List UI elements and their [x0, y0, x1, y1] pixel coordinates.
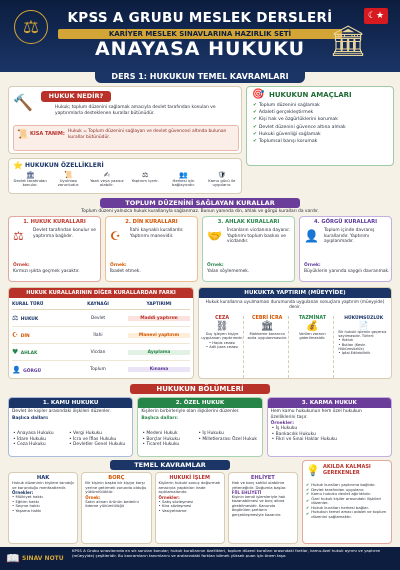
list-item: ✔ Kamu hukuku devlet ağırlıklıdır.: [306, 491, 371, 496]
table-row: ♥ AHLAK Vicdan Ayıplama: [12, 344, 190, 361]
book-icon: 📖: [6, 552, 20, 565]
duzen-intro: Toplum düzeni yalnızca hukuk kurallarıyla sağlanmaz. Bunun yanında din, ahlak ve görgü kuralları da vardır.: [81, 209, 319, 214]
list-item: ✔ Toplumsal barışı korumak: [253, 139, 318, 145]
cebri-icra-item: CEBRİ İCRA 🏛 Mahkeme kararının zorla uygulanmasıdır.: [246, 316, 289, 378]
ozellik-item: 👥 Herkesi için bağlayıcıdır.: [164, 171, 202, 195]
target-icon: 🎯: [252, 89, 265, 100]
hak-card: HAK Hukuk düzeninin kişilere tanıdığı ve korunduğu menfaatlerdir. Örnekler: • Mülkiyet hakkı • Eğitim hakkı • Seçme hakkı • Yaşama hakkı: [8, 472, 78, 544]
list-item: • Devletler Genel Hukuku: [69, 442, 126, 448]
list-item: ✔ Devlet düzenini güvence altına almak: [253, 124, 346, 130]
scroll-icon: 📜: [17, 130, 29, 140]
list-item: ✔ Hukuki güvenliği sağlamak: [253, 131, 321, 137]
check-icon: ✔: [253, 117, 257, 123]
scales-icon: ⚖: [142, 171, 149, 179]
list-item: ✔ Özel hukuk kişiler arasındaki ilişkileri düzenler.: [306, 495, 382, 505]
list-item: • Borçlar Hukuku: [142, 436, 180, 442]
kisa-tanim-text: Hukuk = Toplum düzenini sağlayan ve devlet güvencesi altında bulunan kurallar bütünüdür.: [68, 129, 227, 140]
heart-icon: ♥: [12, 348, 21, 356]
table-row: ⚖ HUKUK Devlet Maddi yaptırım: [12, 310, 190, 327]
duzen-cards: [8, 216, 392, 282]
fark-title: HUKUK KURALLARININ DİĞER KURALLARDAN FARKI: [9, 288, 193, 298]
check-icon: ✔: [306, 511, 310, 517]
scales-logo-icon: ⚖: [14, 10, 48, 44]
check-icon: ✔: [306, 497, 310, 503]
card-title: HAK: [36, 475, 50, 481]
card-title: 1. HUKUK KURALLARI: [23, 219, 86, 225]
prison-bars-icon: ⛓: [215, 321, 229, 332]
card-title: 1. KAMU HUKUKU: [9, 398, 132, 408]
table-header: KURAL TÜRÜ KAYNAĞI YAPTIRIMI: [12, 300, 190, 310]
crescent-icon: ☪: [110, 229, 121, 243]
list-item: • Satış sözleşmesi: [158, 498, 194, 504]
yaptirim-title: HUKUKTA YAPTIRIM (MÜEYYİDE): [199, 288, 391, 298]
card-title: 2. ÖZEL HUKUK: [138, 398, 261, 408]
check-icon: ✔: [253, 124, 257, 130]
card-title: 3. AHLAK KURALLARI: [217, 219, 280, 225]
hukuk-kurallari-card: 1. HUKUK KURALLARI ⚖ Devlet tarafından konulur ve yaptırıma bağlıdır. Örnek: Kırmızı ışıkta geçmek yasaktır.: [8, 216, 101, 282]
card-title: 4. GÖRGÜ KURALLARI: [313, 219, 378, 225]
yaptirim-card: [198, 287, 392, 379]
courthouse-icon: 🏛: [260, 321, 274, 332]
card-title: EHLİYET: [250, 475, 275, 481]
ozel-hukuk-card: 2. ÖZEL HUKUK Kişilerin birbirleriyle olan ilişkilerini düzenler. Başlıca dalları: • Medeni Hukuk • Borçlar Hukuku • Ticaret Hukuku • İş Hukuku • Milletlerarası Özel Hukuk: [137, 397, 262, 457]
handshake-icon: 🤝: [207, 229, 222, 243]
ceza-item: CEZA ⛓ Suç işleyen kişiye uygulanan yaptırımdır. • Hapis cezası • Adli para cezası: [201, 316, 244, 378]
footer-label: SINAV NOTU: [22, 555, 64, 562]
check-icon: ✔: [306, 491, 310, 496]
header-banner: [0, 0, 400, 72]
ahlak-kurallari-card: 3. AHLAK KURALLARI 🤝 İnsanların vicdanına dayanır. Yaptırımı toplum baskısı ve vicdandır. Örnek: Yalan söylememek.: [202, 216, 295, 282]
hukuk-nedir-card: [8, 86, 242, 154]
karma-hukuk-card: 3. KARMA HUKUK Hem kamu hukukunun hem özel hukukun özelliklerini taşır. Örnekler: • İş Hukuku • Bankacılık Hukuku • Fikri ve Sınai Haklar Hukuku: [267, 397, 392, 457]
amaclar-title: HUKUKUN AMAÇLARI: [269, 91, 352, 99]
list-item: • İş Hukuku: [198, 431, 224, 436]
hukuki-islem-card: HUKUKİ İŞLEM Kişilerin hukuki sonuç doğurmak amacıyla yaptıkları irade açıklamalarıdır. Örnekler: • Satış sözleşmesi • Kira sözleşmesi • Vasiyetname: [155, 472, 225, 544]
kavramlar-title: TEMEL KAVRAMLAR: [110, 460, 230, 470]
scales-icon: ⚖: [12, 314, 21, 322]
invalid-document-icon: 📄: [358, 321, 369, 330]
list-item: • Yaşama hakkı: [12, 507, 42, 513]
header-subtitle: KARİYER MESLEK SINAVLARINA HAZIRLIK SETİ: [58, 29, 342, 39]
document-icon: 📜: [64, 171, 73, 179]
star-badge-icon: ⭐: [13, 161, 23, 170]
courthouse-icon: 🏛: [25, 171, 35, 179]
list-item: ✔ Kişi hak ve özgürlüklerini korumak: [253, 117, 338, 123]
borc-card: BORÇ Bir kişinin başka bir kişiye karşı yerine getirmek zorunda olduğu yükümlülüktür. Örnek: Satın alınan ürünün bedelini ödeme yükümlülüğü: [81, 472, 151, 544]
money-bag-icon: 💰: [306, 321, 319, 332]
ozellik-item: 🏛 Devlet tarafından konulur.: [11, 171, 49, 195]
footer-text: KPSS A Grubu sınavlarında en sık sorulan konular; hukuk kurallarının özellikleri, toplum düzeni kuralları arasındaki farklar, kamu-özel hukuk ayrımı ve yaptırım (müeyyide) çeşitleridir. Bu kavramların tanımlarını ve aralarındaki farkları bilmek yüksek puan için önem taşır.: [72, 548, 381, 558]
check-icon: ✔: [306, 482, 310, 487]
akilda-list: [306, 483, 390, 519]
list-item: • Anayasa Hukuku: [13, 431, 54, 436]
check-icon: ✔: [253, 103, 257, 108]
list-item: ✔ Hukuk kuralları yaptırıma bağlıdır.: [306, 482, 376, 487]
list-item: • İdare Hukuku: [13, 436, 47, 442]
header-kicker: KPSS A GRUBU MESLEK DERSLERİ: [67, 10, 333, 26]
card-title: 2. DİN KURALLARI: [125, 219, 178, 225]
check-icon: ✔: [253, 110, 257, 116]
list-item: • İcra ve İflas Hukuku: [69, 436, 117, 442]
list-item: • Ticaret Hukuku: [142, 442, 180, 448]
lesson-banner: DERS 1: HUKUKUN TEMEL KAVRAMLARI: [95, 71, 305, 83]
card-title: HUKUKİ İŞLEM: [169, 475, 210, 481]
footer-note: [0, 547, 400, 570]
list-item: ✔ Hukuk kuralları herkesi bağlar.: [306, 504, 369, 510]
ozellik-item: ✍ Yazılı veya yazısız olabilir.: [88, 171, 126, 195]
check-icon: ✔: [306, 486, 310, 492]
check-icon: ✔: [253, 131, 257, 137]
ehliyet-card: EHLİYET Hak ve borç sahibi olabilme yeteneğidir. Doğumla başlar. FİİL EHLİYETİ Kişinin kendi işlemleriyle hak kazanabilmesi ve borç altına girebilmesidir. Kanunda öngörülen şartların gerçekleşmesiyle kazanılır.: [228, 472, 298, 544]
page-title: ANAYASA HUKUKU: [94, 38, 306, 60]
list-item: ✔ Hukukun temel amacı adalet ve toplum düzenini sağlamaktır.: [306, 509, 387, 519]
hukuk-ozellikleri-card: [8, 158, 242, 194]
list-item: • Vergi Hukuku: [69, 431, 102, 436]
bolumler-cards: [8, 397, 392, 457]
list-item: • Vasiyetname: [158, 507, 187, 513]
list-item: ✔ Toplum düzenini sağlamak: [253, 103, 320, 108]
turkish-flag-icon: ☾★: [364, 8, 388, 24]
table-row: ☪ DİN İlahi Manevi yaptırım: [12, 327, 190, 344]
lightbulb-icon: 💡: [306, 464, 320, 477]
ozellikler-title: HUKUKUN ÖZELLİKLERİ: [25, 162, 104, 169]
hukuk-nedir-text: Hukuk; toplum düzenini sağlamak amacıyla devlet tarafından konulan ve yaptırımlarla desteklenen kurallar bütünüdür.: [55, 105, 216, 116]
ozellik-item: 🛡 Kamu gücü ile uygulanır.: [203, 171, 241, 195]
crescent-icon: ☪: [12, 331, 21, 339]
akilda-card: [302, 460, 392, 544]
kisa-tanim-box: [13, 125, 239, 151]
list-item: • Milletlerarası Özel Hukuk: [198, 436, 257, 442]
din-kurallari-card: 2. DİN KURALLARI ☪ İlahi kaynaklı kurallardır. Yaptırımı manevidir. Örnek: İbadet etmek.: [105, 216, 198, 282]
hukumsuzluk-item: HÜKÜMSÜZLÜK 📄 Bir hukuki işlemin geçersiz sayılmasıdır. Türleri: • Yokluk • Butlan (Kesin Hükümsüzlük) • İptal Edilebilirlik: [336, 316, 389, 378]
writing-icon: ✍: [103, 171, 110, 179]
yaptirim-intro: Hukuk kurallarına uyulmaması durumunda uygulanan sonuçlara yaptırım (müeyyide) denir.: [205, 299, 385, 309]
list-item: • Mülkiyet hakkı: [12, 494, 43, 499]
kisa-tanim-label: KISA TANIM:: [30, 131, 65, 137]
ozellikler-grid: [11, 171, 241, 195]
person-icon: 👤: [304, 229, 319, 243]
card-title: 3. KARMA HUKUK: [268, 398, 391, 408]
list-item: • Kira sözleşmesi: [158, 503, 192, 509]
hukuk-amaclari-card: [246, 86, 394, 166]
hukuk-nedir-title: HUKUK NEDİR?: [41, 91, 111, 102]
ozellik-item: ⚖ Yaptırım içerir.: [126, 171, 164, 195]
fark-table-card: [8, 287, 194, 379]
courthouse-icon: 🏛: [328, 24, 368, 59]
person-icon: 👤: [12, 365, 24, 374]
check-icon: ✔: [253, 139, 257, 145]
kamu-hukuku-card: 1. KAMU HUKUKU Devlet ile kişiler arasındaki ilişkileri düzenler. Başlıca dalları: • Anayasa Hukuku • İdare Hukuku • Ceza Hukuku • Vergi Hukuku • İcra ve İflas Hukuku • Devletler Genel Hukuku: [8, 397, 133, 457]
shield-icon: 🛡: [217, 171, 227, 179]
tazminat-item: TAZMİNAT 💰 Verilen zararın giderilmesidir.: [291, 316, 334, 378]
list-item: • İş Hukuku: [271, 426, 298, 432]
people-icon: 👥: [179, 171, 188, 179]
kavramlar-cards: [8, 472, 298, 544]
list-item: • Fikri ve Sınai Haklar Hukuku: [271, 437, 337, 443]
gorgu-kurallari-card: 4. GÖRGÜ KURALLARI 👤 Toplum içinde davranış kurallarıdır. Yaptırımı ayıplanmadır. Örnek: Büyüklerin yanında saygılı davranmak.: [299, 216, 392, 282]
card-title: BORÇ: [108, 475, 125, 481]
akilda-title: AKILDA KALMASI GEREKENLER: [323, 464, 371, 476]
bolumler-title: HUKUKUN BÖLÜMLERİ: [130, 384, 270, 394]
list-item: ✔ Devlet tarafından uygulanır.: [306, 486, 365, 492]
amaclar-list: [253, 102, 391, 145]
duzen-section-title: TOPLUM DÜZENİNİ SAĞLAYAN KURALLAR: [100, 198, 300, 208]
list-item: • Bankacılık Hukuku: [271, 431, 316, 437]
table-row: 👤 GÖRGÜ Toplum Kınama: [12, 361, 190, 378]
list-item: • Medeni Hukuk: [142, 431, 178, 436]
list-item: • Eğitim hakkı: [12, 498, 39, 504]
scales-icon: ⚖: [13, 229, 24, 243]
list-item: • Ceza Hukuku: [13, 442, 46, 448]
list-item: ✔ Adaleti gerçekleştirmek: [253, 110, 314, 116]
gavel-icon: 🔨: [13, 93, 33, 112]
ozellik-item: 📜 Uyulması zorunludur.: [49, 171, 87, 195]
fark-table: [9, 298, 193, 380]
check-icon: ✔: [306, 504, 310, 510]
list-item: • Seçme hakkı: [12, 503, 40, 509]
yaptirim-types: [201, 316, 389, 378]
